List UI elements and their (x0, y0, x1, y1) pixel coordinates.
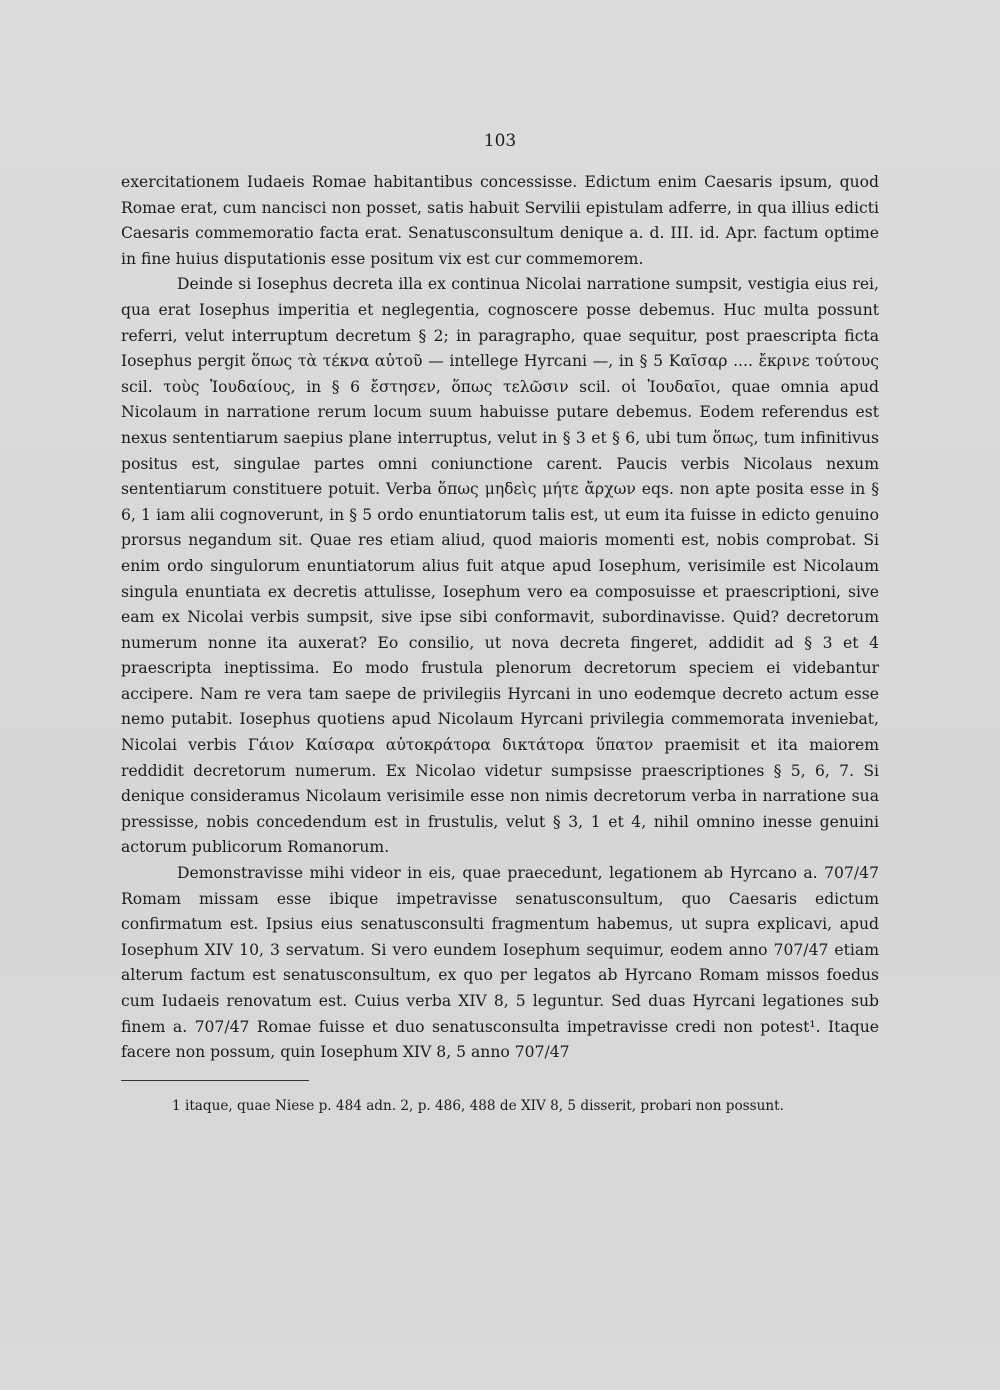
footnote: 1 itaque, quae Niese p. 484 adn. 2, p. 486, 488 de XIV 8, 5 disserit, probari non possunt. (172, 1098, 784, 1114)
paragraph: Demonstravisse mihi videor in eis, quae praecedunt, legationem ab Hyrcano a. 707/47 Romam missam esse ibique impetravisse senatusconsultum, quo Caesaris edictum confirmatum est. Ipsius eius senatusconsulti fragmentum habemus, ut supra explicavi, apud Iosephum XIV 10, 3 servatum. Si vero eundem Iosephum sequimur, eodem anno 707/47 etiam alterum factum est senatusconsultum, ex quo per legatos ab Hyrcano Romam missos foedus cum Iudaeis renovatum est. Cuius verba XIV 8, 5 leguntur. Sed duas Hyrcani legationes sub finem a. 707/47 Romae fuisse et duo senatusconsulta impetravisse credi non potest¹. Itaque facere non possum, quin Iosephum XIV 8, 5 anno 707/47 (121, 864, 879, 1062)
paragraph: Deinde si Iosephus decreta illa ex continua Nicolai narratione sumpsit, vestigia eius rei, qua erat Iosephus imperitia et neglegentia, cognoscere posse debemus. Huc multa possunt referri, velut interruptum decretum § 2; in paragrapho, quae sequitur, post praescripta ficta Iosephus pergit ὅπως τὰ τέκνα αὐτοῦ — intellege Hyrcani —, in § 5 Καῖσαρ .... ἔκρινε τούτους scil. τοὺς Ἰουδαίους, in § 6 ἔστησεν, ὅπως τελῶσιν scil. οἱ Ἰουδαῖοι, quae omnia apud Nicolaum in narratione rerum locum suum habuisse putare debemus. Eodem referendus est nexus sententiarum saepius plane interruptus, velut in § 3 et § 6, ubi tum ὅπως, tum infinitivus positus est, singulae partes omni coniunctione carent. Paucis verbis Nicolaus nexum sententiarum constituere potuit. Verba ὅπως μηδεὶς μήτε ἄρχων eqs. non apte posita esse in § 6, 1 iam alii cognoverunt, in § 5 ordo enuntiatorum talis est, ut eum ita fuisse in edicto genuino prorsus negandum sit. Quae res etiam aliud, quod maioris momenti est, nobis comprobat. Si enim ordo singulorum enuntiatorum alius fuit atque apud Iosephum, verisimile est Nicolaum singula enuntiata ex decretis attulisse, Iosephum vero ea composuisse et praescriptioni, sive eam ex Nicolai verbis sumpsit, sive ipse sibi conformavit, subordinavisse. Quid? decretorum numerum nonne ita auxerat? Eo consilio, ut nova decreta fingeret, addidit ad § 3 et 4 praescripta ineptissima. Eo modo frustula plenorum decretorum speciem ei videbantur accipere. Nam re vera tam saepe de privilegiis Hyrcani in uno eodemque decreto actum esse nemo putabit. Iosephus quotiens apud Nicolaum Hyrcani privilegia commemorata inveniebat, Nicolai verbis Γάιον Καίσαρα αὐτοκράτορα δικτάτορα ὕπατον praemisit et ita maiorem reddidit decretorum numerum. Ex Nicolao videtur sumpsisse praescriptiones § 5, 6, 7. Si denique consideramus Nicolaum verisimile esse non nimis decretorum verba in narratione sua pressisse, nobis concedendum est in frustulis, velut § 3, 1 et 4, nihil omnino inesse genuini actorum publicorum Romanorum. (121, 275, 879, 857)
footnote-divider (121, 1080, 309, 1081)
main-text (121, 170, 879, 1066)
page-number: 103 (483, 131, 517, 151)
paragraph: exercitationem Iudaeis Romae habitantibus concessisse. Edictum enim Caesaris ipsum, quod Romae erat, cum nancisci non posset, satis habuit Servilii epistulam adferre, in qua illius edicti Caesaris commemoratio facta erat. Senatusconsultum denique a. d. III. id. Apr. factum optime in fine huius disputationis esse positum vix est cur commemorem. (121, 173, 879, 268)
